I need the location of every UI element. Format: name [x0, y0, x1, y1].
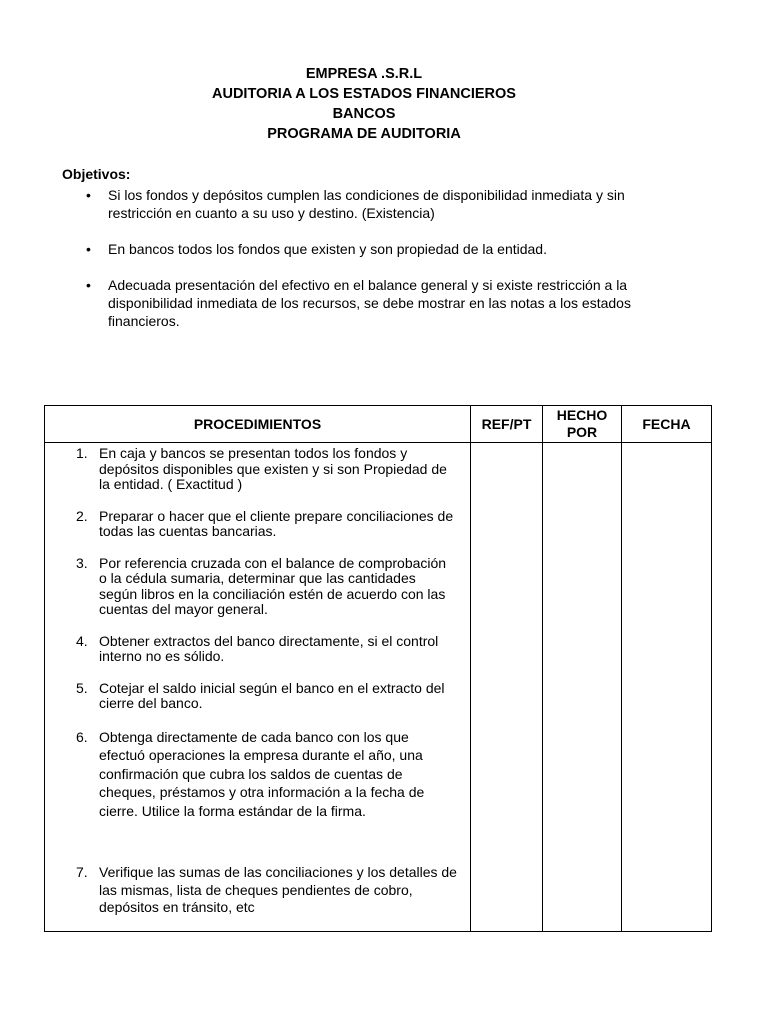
bullet-icon: •	[86, 187, 91, 203]
date-cell	[622, 443, 712, 932]
procedure-text: Obtenga directamente de cada banco con los que efectuó operaciones la empresa durante el año, una confirmación que cubra los saldos de cuentas de cheques, préstamos y otra información a la fecha de cierre. Utilice la forma estándar de la firma.	[99, 728, 425, 819]
procedure-item	[46, 728, 469, 821]
procedure-text: Cotejar el saldo inicial según el banco en el extracto del cierre del banco.	[99, 679, 445, 711]
procedure-item	[46, 864, 469, 917]
bullet-icon: •	[86, 277, 91, 293]
procedure-text: Preparar o hacer que el cliente prepare conciliaciones de todas las cuentas bancarias.	[99, 507, 454, 539]
bullet-icon: •	[86, 241, 91, 257]
procedure-number: 3.	[76, 554, 88, 571]
procedure-item	[46, 556, 469, 618]
ref-cell	[471, 443, 543, 932]
document-header	[0, 64, 728, 144]
procedures-list	[46, 446, 469, 917]
done-by-column-header: HECHO POR	[543, 406, 622, 443]
company-name: EMPRESA .S.R.L	[305, 66, 423, 82]
procedures-cell	[45, 443, 471, 932]
procedure-item	[46, 681, 469, 712]
ref-column-header: REF/PT	[471, 406, 543, 443]
objective-item	[80, 240, 680, 258]
procedure-number: 1.	[76, 445, 88, 461]
date-column-header: FECHA	[622, 406, 712, 443]
procedure-number: 6.	[76, 728, 88, 745]
audit-area: BANCOS	[332, 106, 396, 122]
objectives-list	[80, 186, 680, 348]
audit-subject: AUDITORIA A LOS ESTADOS FINANCIEROS	[212, 86, 516, 102]
procedure-number: 7.	[76, 864, 88, 880]
procedure-text: Por referencia cruzada con el balance de comprobación o la cédula sumaria, determinar que las cantidades según libros en la conciliación estén de acuerdo con las cuentas del mayor general.	[99, 554, 447, 617]
objective-item	[80, 186, 680, 222]
objective-text: Adecuada presentación del efectivo en el balance general y si existe restricción a la disponibilidad inmediata de los recursos, se debe mostrar en las notas a los estados financieros.	[108, 277, 631, 329]
table-row	[45, 443, 712, 932]
objective-text: En bancos todos los fondos que existen y son propiedad de la entidad.	[108, 241, 547, 257]
procedure-number: 4.	[76, 632, 88, 649]
procedures-column-header: PROCEDIMIENTOS	[45, 406, 471, 443]
done-by-cell	[543, 443, 622, 932]
objective-item	[80, 276, 680, 330]
procedure-text: Obtener extractos del banco directamente, si el control interno no es sólido.	[99, 632, 439, 664]
table-header-row	[45, 406, 712, 443]
procedure-number: 2.	[76, 507, 88, 524]
procedure-text: Verifique las sumas de las conciliaciones y los detalles de las mismas, lista de cheques pendientes de cobro, depósitos en tránsito, etc	[99, 864, 457, 915]
objectives-heading: Objetivos:	[62, 166, 131, 182]
procedure-item	[46, 634, 469, 665]
document-title: PROGRAMA DE AUDITORIA	[267, 126, 461, 142]
procedure-number: 5.	[76, 679, 88, 696]
procedure-item	[46, 446, 469, 493]
procedure-text: En caja y bancos se presentan todos los fondos y depósitos disponibles que existen y si son Propiedad de la entidad. ( Exactitud )	[99, 445, 447, 492]
procedure-item	[46, 509, 469, 540]
objective-text: Si los fondos y depósitos cumplen las condiciones de disponibilidad inmediata y sin restricción en cuanto a su uso y destino. (Existencia)	[108, 187, 625, 221]
audit-program-table	[44, 405, 712, 932]
